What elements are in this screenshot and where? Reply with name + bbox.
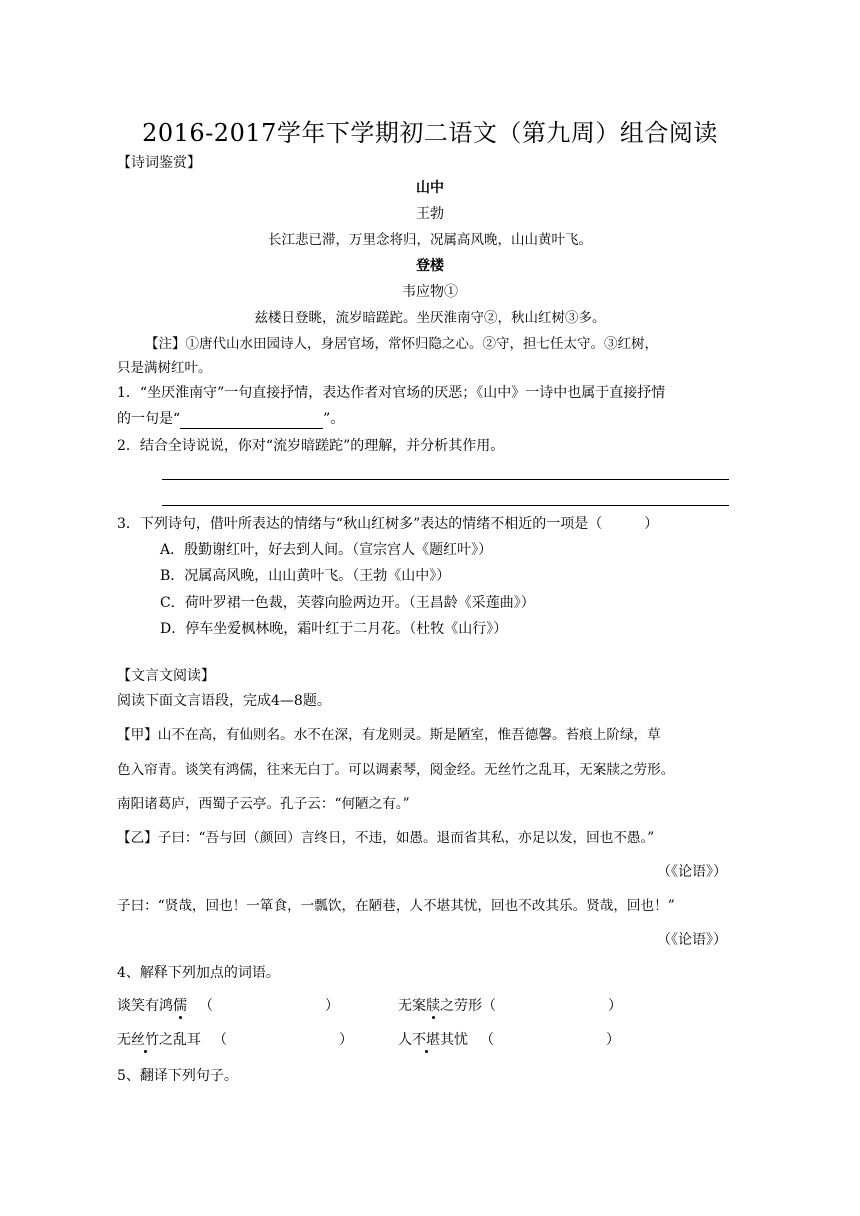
passage-yi-source2: （《论语》） [657,932,727,948]
poem-note-line2: 只是满树红叶。 [117,360,212,376]
poem-note-line1: 【注】①唐代山水田园诗人，身居官场，常怀归隐之心。②守，担七任太守。③红树， [145,336,658,352]
answer-line-1[interactable] [162,479,729,480]
poem1-text: 长江悲已滞，万里念将归，况属高风晚，山山黄叶飞。 [268,232,592,248]
question-1-suffix: ”。 [323,411,345,427]
question-4-item-2 [398,996,622,1016]
poem2-author: 韦应物① [402,284,458,300]
passage-yi-source1: （《论语》） [657,864,727,880]
item-3-dotted-word: 丝竹 [131,1032,159,1048]
question-3-option-b: B．况属高风晚，山山黄叶飞。（王勃《山中》） [160,568,451,584]
poem2-text: 兹楼日登眺，流岁暗蹉跎。坐厌淮南守②，秋山红树③多。 [254,310,606,326]
item-1-blank[interactable]: （ ） [199,998,339,1014]
question-4-item-1 [117,996,339,1016]
poetry-heading: 【诗词鉴赏】 [117,155,201,171]
classical-intro: 阅读下面文言语段，完成4—8题。 [117,693,331,709]
question-4-item-3 [117,1030,353,1050]
item-4-blank[interactable]: （ ） [480,1032,620,1048]
passage-jia-line2: 色入帘青。谈笑有鸿儒，往来无白丁。可以调素琴，阅金经。无丝竹之乱耳，无案牍之劳形。 [117,762,675,778]
question-4: 4、解释下列加点的词语。 [117,965,280,981]
question-3: 3．下列诗句，借叶所表达的情绪与“秋山红树多”表达的情绪不相近的一项是（ ） [117,516,659,532]
question-1-line2 [117,409,344,429]
passage-jia-line3: 南阳诸葛庐，西蜀子云亭。孔子云：“何陋之有。” [117,796,410,812]
passage-yi-line2: 子曰：“贤哉，回也！一箪食，一瓢饮，在陋巷，人不堪其忧，回也不改其乐。贤哉，回也！” [117,898,675,914]
classical-heading: 【文言文阅读】 [117,668,215,684]
item-1-text: 谈笑有鸿 [117,998,173,1014]
question-5: 5、翻译下列句子。 [117,1068,238,1084]
question-3-option-c: C．荷叶罗裙一色裁，芙蓉向脸两边开。（王昌龄《采莲曲》） [160,595,535,611]
item-3-blank[interactable]: （ ） [213,1032,353,1048]
question-2: 2．结合全诗说说，你对“流岁暗蹉跎”的理解，并分析其作用。 [117,438,505,454]
answer-line-2[interactable] [162,505,729,506]
poem1-author: 王勃 [416,206,444,222]
poem2-title: 登楼 [416,258,444,274]
item-2-text: 无案 [398,998,426,1014]
question-4-item-4 [398,1030,620,1050]
question-1-prefix: 的一句是“ [117,411,181,427]
question-3-option-a: A．殷勤谢红叶，好去到人间。（宣宗宫人《题红叶》） [160,542,493,558]
item-3-text-tail: 之乱耳 [159,1032,201,1048]
item-4-text-tail: 其忧 [440,1032,468,1048]
item-2-text-tail: 之劳形 [440,998,482,1014]
question-1-answer-blank[interactable] [180,412,323,429]
passage-jia-line1: 【甲】山不在高，有仙则名。水不在深，有龙则灵。斯是陋室，惟吾德馨。苔痕上阶绿，草 [117,727,661,743]
item-4-dotted-word: 不堪 [412,1032,440,1048]
passage-yi-line1: 【乙】子曰：“吾与回（颜回）言终日，不违，如愚。退而省其私，亦足以发，回也不愚。” [117,830,655,846]
item-4-text: 人 [398,1032,412,1048]
page-title: 2016-2017学年下学期初二语文（第九周）组合阅读 [142,119,718,147]
question-1-line1: 1．“坐厌淮南守”一句直接抒情，表达作者对官场的厌恶；《山中》一诗中也属于直接抒情 [117,385,666,401]
item-2-blank[interactable]: （ ） [482,998,622,1014]
question-3-option-d: D．停车坐爱枫林晚，霜叶红于二月花。（杜牧《山行》） [160,621,508,637]
poem1-title: 山中 [416,180,444,196]
item-1-dotted-word: 儒 [173,998,187,1014]
item-3-text: 无 [117,1032,131,1048]
item-2-dotted-word: 牍 [426,998,440,1014]
